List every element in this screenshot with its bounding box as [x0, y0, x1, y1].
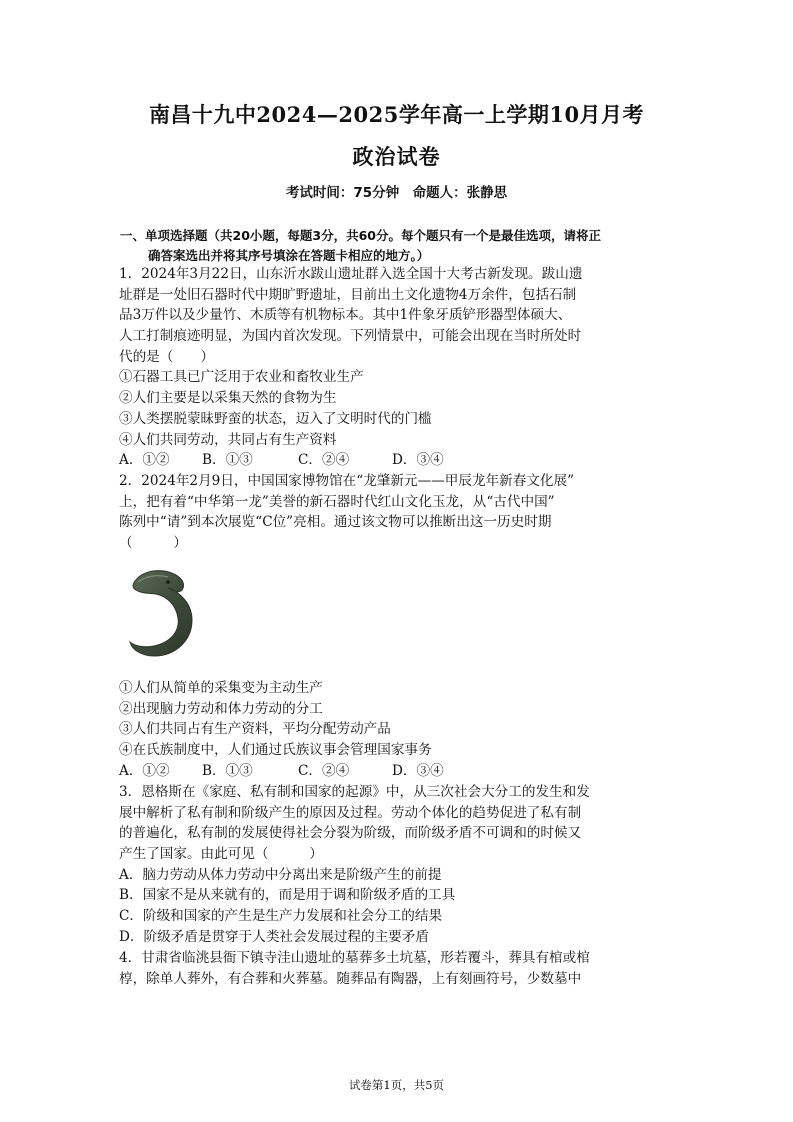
jade-dragon-image [122, 562, 202, 662]
answer-options [119, 761, 719, 782]
question-text-line: 址群是一处旧石器时代中期旷野遗址，目前出土文化遗物4万余件，包括石制 [119, 286, 577, 303]
exam-title: 南昌十九中2024—2025学年高一上学期10月月考 [148, 102, 645, 127]
option-d: D．③④ [392, 762, 444, 779]
question-text-line: 椁，除单人葬外，有合葬和火葬墓。随葬品有陶器，上有刻画符号，少数墓中 [119, 970, 582, 987]
option-c: C．②④ [298, 452, 350, 469]
statement-item: ①石器工具已广泛用于农业和畜牧业生产 [119, 369, 364, 386]
statement-item: ④人们共同劳动，共同占有生产资料 [119, 431, 337, 448]
question-text-line: 展中解析了私有制和阶级产生的原因及过程。劳动个体化的趋势促进了私有制 [119, 804, 582, 821]
option-b: B．国家不是从来就有的，而是用于调和阶级矛盾的工具 [119, 887, 456, 904]
question-text-line: 品3万件以及少量竹、木质等有机物标本。其中1件象牙质铲形器型体硕大、 [119, 307, 572, 324]
exam-subtitle: 政治试卷 [352, 144, 441, 169]
question-2-answers [119, 678, 719, 781]
question-text-line: 上，把有着“中华第一龙”美誉的新石器时代红山文化玉龙，从“古代中国” [119, 493, 555, 510]
question-text-line: 2．2024年2月9日，中国国家博物馆在“龙肇新元——甲辰龙年新春文化展” [119, 473, 575, 489]
option-a: A．脑力劳动从体力劳动中分离出来是阶级产生的前提 [119, 866, 442, 883]
question-text-line: 人工打制痕迹明显，为国内首次发现。下列情景中，可能会出现在当时所处时 [119, 328, 582, 345]
question-3 [119, 782, 719, 948]
question-text-line: 4．甘肃省临洮县衙下镇寺洼山遗址的墓葬多土坑墓，形若覆斗，葬具有棺或棺 [119, 950, 590, 966]
option-b: B．①③ [202, 452, 253, 469]
question-text-line: 1．2024年3月22日，山东沂水跋山遗址群入选全国十大考古新发现。跋山遗 [119, 266, 583, 282]
question-text-line: 产生了国家。由此可见（ ） [119, 846, 323, 863]
question-4 [119, 948, 719, 989]
statement-item: ③人们共同占有生产资料，平均分配劳动产品 [119, 721, 391, 738]
option-c: C．②④ [298, 762, 350, 779]
question-text-line: 陈列中“请”到本次展览“C位”亮相。通过该文物可以推断出这一历史时期 [119, 514, 552, 531]
question-text-line: 的普遍化，私有制的发展使得社会分裂为阶级，而阶级矛盾不可调和的时候又 [119, 825, 582, 842]
statement-item: ②出现脑力劳动和体力劳动的分工 [119, 700, 323, 717]
exam-info: 考试时间：75分钟 命题人：张静思 [285, 185, 508, 201]
question-text-line: 3．恩格斯在《家庭、私有制和国家的起源》中，从三次社会大分工的发生和发 [119, 784, 590, 800]
statement-item: ③人类摆脱蒙昧野蛮的状态，迈入了文明时代的门槛 [119, 410, 432, 427]
section-heading [120, 226, 720, 266]
question-2 [119, 471, 719, 554]
answer-options [119, 450, 719, 471]
option-d: D．③④ [392, 452, 444, 469]
statement-item: ①人们从简单的采集变为主动生产 [119, 680, 323, 696]
question-text-line: （ ） [119, 535, 187, 552]
page-footer: 试卷第1页，共5页 [348, 1078, 445, 1092]
option-b: B．①③ [202, 762, 253, 779]
statement-item: ④在氏族制度中，人们通过氏族议事会管理国家事务 [119, 742, 432, 759]
section-heading-line: 一、单项选择题（共20小题，每题3分，共60分。每个题只有一个是最佳选项，请将正 [120, 228, 601, 243]
option-a: A．①② [119, 762, 170, 779]
option-d: D．阶级矛盾是贯穿于人类社会发展过程的主要矛盾 [119, 928, 429, 945]
question-text-line: 代的是（ ） [119, 348, 215, 365]
section-heading-line: 确答案选出并将其序号填涂在答题卡相应的地方。） [148, 248, 430, 263]
option-c: C．阶级和国家的产生是生产力发展和社会分工的结果 [119, 908, 443, 925]
option-a: A．①② [119, 452, 170, 469]
statement-item: ②人们主要是以采集天然的食物为生 [119, 390, 337, 407]
question-1 [119, 264, 719, 471]
